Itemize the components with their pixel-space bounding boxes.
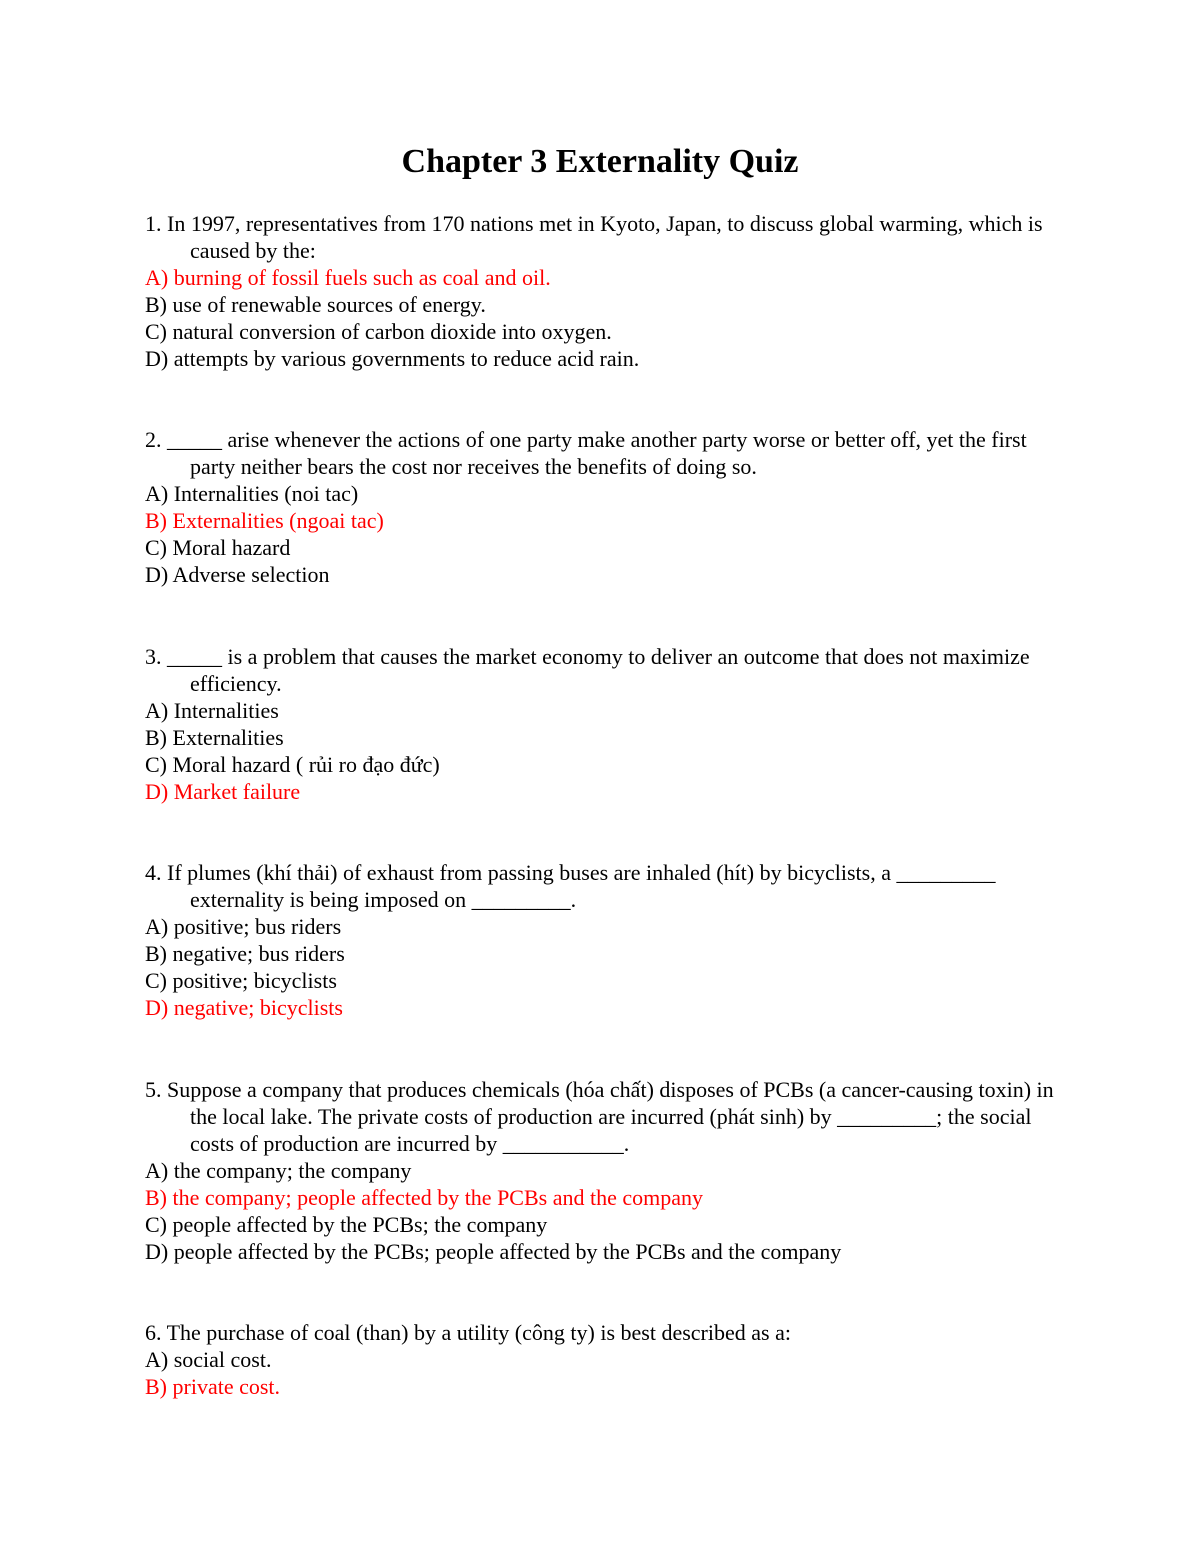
answer-option: D) Adverse selection [145, 562, 330, 587]
answer-option: A) the company; the company [145, 1158, 412, 1183]
answer-option-correct: D) negative; bicyclists [145, 995, 343, 1020]
question-stem: 4. If plumes (khí thải) of exhaust from passing buses are inhaled (hít) by bicyclists, a _________ externality is being imposed on _________. [145, 860, 996, 912]
question-stem: 2. _____ arise whenever the actions of one party make another party worse or better off, yet the first party neither bears the cost nor receives the benefits of doing so. [145, 427, 1027, 479]
answer-option: A) Internalities (noi tac) [145, 481, 359, 506]
answer-option: C) positive; bicyclists [145, 968, 337, 993]
answer-option: A) Internalities [145, 698, 279, 723]
answer-option: C) Moral hazard ( rủi ro đạo đức) [145, 752, 440, 777]
question-stem: 6. The purchase of coal (than) by a utility (công ty) is best described as a: [145, 1320, 791, 1345]
question-3 [145, 643, 1075, 805]
question-1 [145, 210, 1075, 372]
question-6 [145, 1319, 1075, 1400]
answer-option-correct: B) the company; people affected by the PCBs and the company [145, 1185, 704, 1210]
answer-option: A) social cost. [145, 1347, 272, 1372]
answer-option-correct: B) Externalities (ngoai tac) [145, 508, 384, 533]
question-stem: 3. _____ is a problem that causes the market economy to deliver an outcome that does not maximize efficiency. [145, 644, 1030, 696]
answer-option: D) attempts by various governments to reduce acid rain. [145, 346, 640, 371]
question-2 [145, 426, 1075, 588]
answer-option: D) people affected by the PCBs; people affected by the PCBs and the company [145, 1239, 842, 1264]
answer-option: B) negative; bus riders [145, 941, 345, 966]
page-title: Chapter 3 Externality Quiz [401, 143, 799, 180]
answer-option-correct: D) Market failure [145, 779, 301, 804]
answer-option: A) positive; bus riders [145, 914, 342, 939]
answer-option-correct: A) burning of fossil fuels such as coal and oil. [145, 265, 551, 290]
question-4 [145, 859, 1075, 1021]
answer-option: B) use of renewable sources of energy. [145, 292, 486, 317]
answer-option-correct: B) private cost. [145, 1374, 281, 1399]
answer-option: C) Moral hazard [145, 535, 291, 560]
question-stem: 5. Suppose a company that produces chemicals (hóa chất) disposes of PCBs (a cancer-causing toxin) in the local lake. The private costs of production are incurred (phát sinh) by _________; the social costs of production are incurred by ___________. [145, 1077, 1054, 1156]
answer-option: B) Externalities [145, 725, 284, 750]
answer-option: C) people affected by the PCBs; the company [145, 1212, 548, 1237]
question-5 [145, 1076, 1075, 1265]
question-stem: 1. In 1997, representatives from 170 nations met in Kyoto, Japan, to discuss global warming, which is caused by the: [145, 211, 1043, 263]
answer-option: C) natural conversion of carbon dioxide into oxygen. [145, 319, 612, 344]
